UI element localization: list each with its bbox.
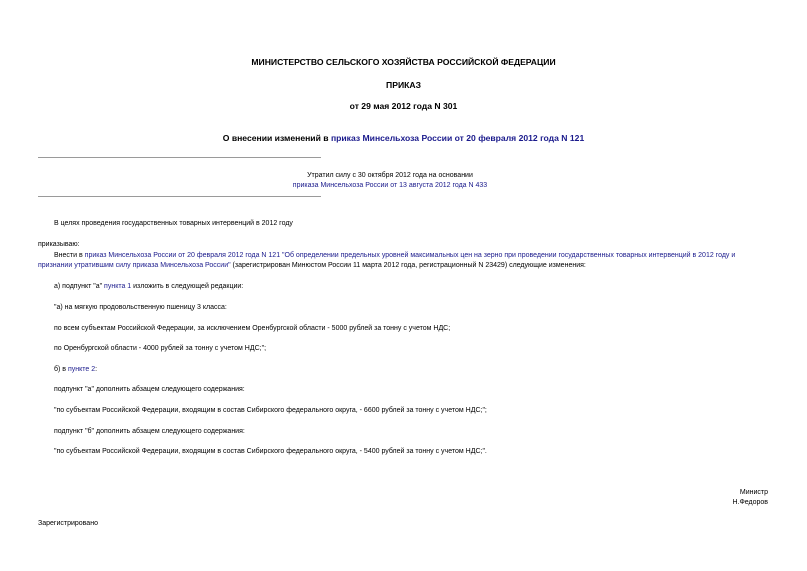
siberian-5400-paragraph: "по субъектам Российской Федерации, входящим в состав Сибирского федерального округа, - 5400 рублей за тонну с учетом НДС;". [54, 448, 487, 455]
order-word: приказываю: [38, 241, 80, 248]
subject-order-link[interactable]: приказ Минсельхоза России от 20 февраля 2012 года N 121 [330, 133, 585, 143]
registered-note: Зарегистрировано [38, 520, 98, 527]
status-top-divider [38, 157, 321, 158]
document-date-number: от 29 мая 2012 года N 301 [349, 101, 458, 111]
amendment-paragraph: Внести в приказ Минсельхоза России от 20 февраля 2012 года N 121 "Об определении предельных уровней максимальных цен на зерно при проведении государственных товарных интервенций в 2012 году и признании утратившим силу приказа Минсельхоза России" (зарегистрирован Минюстом России 11 марта 2012 года, регистрационный N 23429) следующие изменения: [38, 252, 736, 269]
clause-2-link[interactable]: пункте 2 [67, 366, 96, 373]
clause-1-link[interactable]: пункта 1 [104, 283, 132, 290]
siberian-6600-paragraph: "по субъектам Российской Федерации, входящим в состав Сибирского федерального округа, - 6600 рублей за тонну с учетом НДС;"; [54, 407, 487, 414]
item-a-paragraph: а) подпункт "а" пункта 1 изложить в следующей редакции: [54, 283, 244, 290]
signature-block [732, 488, 768, 507]
status-bottom-divider [38, 196, 321, 197]
subclause-b-paragraph: подпункт "б" дополнить абзацем следующего содержания: [54, 428, 245, 435]
signature-title: Министр [739, 489, 768, 496]
status-line: Утратил силу с 30 октября 2012 года на основании [307, 172, 473, 179]
document-type: ПРИКАЗ [386, 80, 421, 90]
subclause-a-paragraph: подпункт "а" дополнить абзацем следующего содержания: [54, 386, 245, 393]
all-regions-price-paragraph: по всем субъектам Российской Федерации, за исключением Оренбургской области - 5000 рублей за тонну с учетом НДС; [54, 325, 451, 332]
signature-name: Н.Федоров [732, 498, 768, 506]
document-subject [0, 133, 807, 143]
status-repeal-link[interactable]: приказа Минсельхоза России от 13 августа 2012 года N 433 [292, 181, 488, 189]
status-note [180, 171, 600, 190]
orenburg-price-paragraph: по Оренбургской области - 4000 рублей за тонну с учетом НДС;"; [54, 345, 267, 352]
amended-order-link[interactable]: приказ Минсельхоза России от 20 февраля 2012 года N 121 "Об определении предельных уровней максимальных цен на зерно при проведении государственных товарных интервенций в 2012 году и признании утратившим силу приказа Минсельхоза России" [38, 252, 736, 269]
wheat-class-paragraph: "а) на мягкую продовольственную пшеницу 3 класса: [54, 304, 227, 311]
subject-prefix: О внесении изменений в [222, 133, 331, 143]
item-b-paragraph: б) в пункте 2: [54, 366, 98, 373]
ministry-heading: МИНИСТЕРСТВО СЕЛЬСКОГО ХОЗЯЙСТВА РОССИЙСКОЙ ФЕДЕРАЦИИ [251, 57, 556, 67]
preamble-paragraph: В целях проведения государственных товарных интервенций в 2012 году [54, 220, 293, 227]
